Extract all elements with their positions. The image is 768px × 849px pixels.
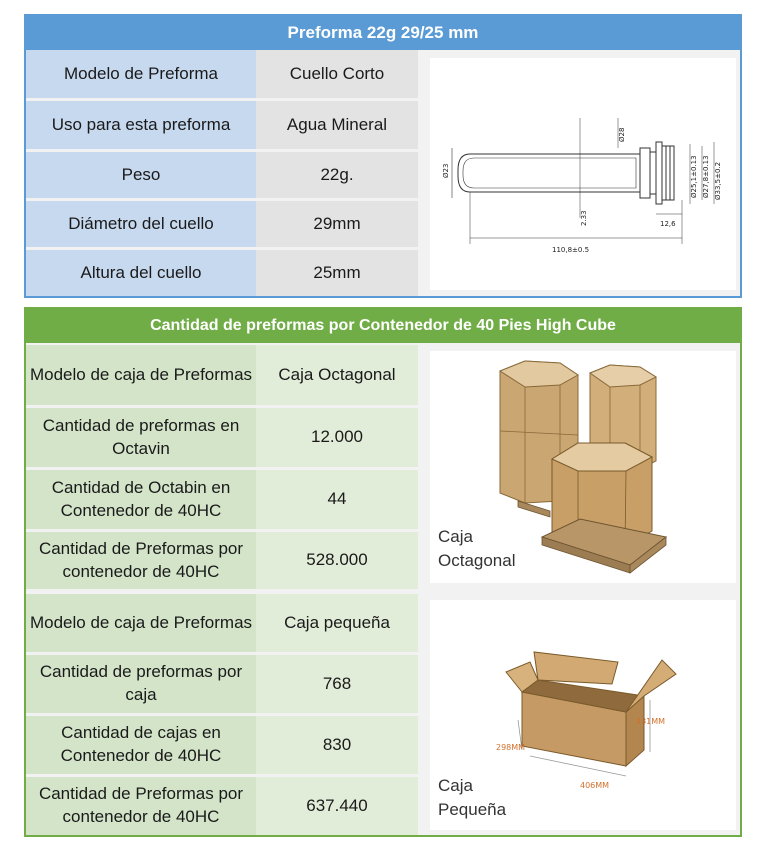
small-box-row [26,655,418,713]
dim-height: 431MM [636,717,666,726]
preform-technical-drawing [430,58,736,290]
row-value: Caja Octagonal [256,345,418,405]
row-label: Modelo de caja de Preformas [26,345,256,405]
spec-row [26,50,418,98]
spec-label: Diámetro del cuello [26,201,256,247]
small-box-image [430,600,736,830]
row-value: 12.000 [256,408,418,467]
spec-value: 22g. [256,152,418,198]
spec-label: Uso para esta preforma [26,101,256,149]
row-value: 528.000 [256,532,418,589]
row-value: 768 [256,655,418,713]
small-box-row [26,777,418,835]
preform-title: Preforma 22g 29/25 mm [26,16,740,50]
spec-label: Modelo de Preforma [26,50,256,98]
dim-neck: 12,6 [660,220,676,228]
octagonal-row [26,345,418,405]
container-quantity-panel [24,307,742,837]
octagonal-row [26,532,418,589]
small-box-row [26,594,418,652]
octabin-front [542,443,666,573]
dim-d28: Ø28 [618,127,626,142]
octagonal-caption: Caja Octagonal [438,527,516,570]
row-label: Modelo de caja de Preformas [26,594,256,652]
dim-wall: 2.33 [580,210,588,226]
dim-d27: Ø27,8±0.13 [702,155,710,198]
row-value: Caja pequeña [256,594,418,652]
cardboard-box [506,652,676,766]
row-value: 44 [256,470,418,529]
container-title: Cantidad de preformas por Contenedor de 40 Pies High Cube [26,309,740,343]
dim-length: 110,8±0.5 [552,246,590,254]
spec-label: Peso [26,152,256,198]
row-label: Cantidad de Preformas por contenedor de 40HC [26,532,256,589]
small-box-row [26,716,418,774]
spec-row [26,250,418,296]
row-label: Cantidad de Preformas por contenedor de 40HC [26,777,256,835]
dim-depth: 298MM [496,743,526,752]
row-value: 637.440 [256,777,418,835]
row-label: Cantidad de cajas en Contenedor de 40HC [26,716,256,774]
spec-row [26,201,418,247]
octagonal-row [26,408,418,467]
row-value: 830 [256,716,418,774]
dim-d25: Ø25,1±0.13 [690,155,698,198]
spec-value: 29mm [256,201,418,247]
spec-row [26,101,418,149]
row-label: Cantidad de preformas en Octavin [26,408,256,467]
row-label: Cantidad de Octabin en Contenedor de 40HC [26,470,256,529]
octagonal-row [26,470,418,529]
octagonal-box-image [430,351,736,583]
row-label: Cantidad de preformas por caja [26,655,256,713]
dim-d33: Ø33,5±0.2 [714,161,722,200]
dim-d23: Ø23 [442,163,450,178]
spec-value: Cuello Corto [256,50,418,98]
dim-width: 406MM [580,781,610,790]
small-box-caption: Caja Pequeña [438,776,507,819]
preform-spec-panel [24,14,742,298]
spec-row [26,152,418,198]
spec-value: 25mm [256,250,418,296]
spec-value: Agua Mineral [256,101,418,149]
spec-label: Altura del cuello [26,250,256,296]
